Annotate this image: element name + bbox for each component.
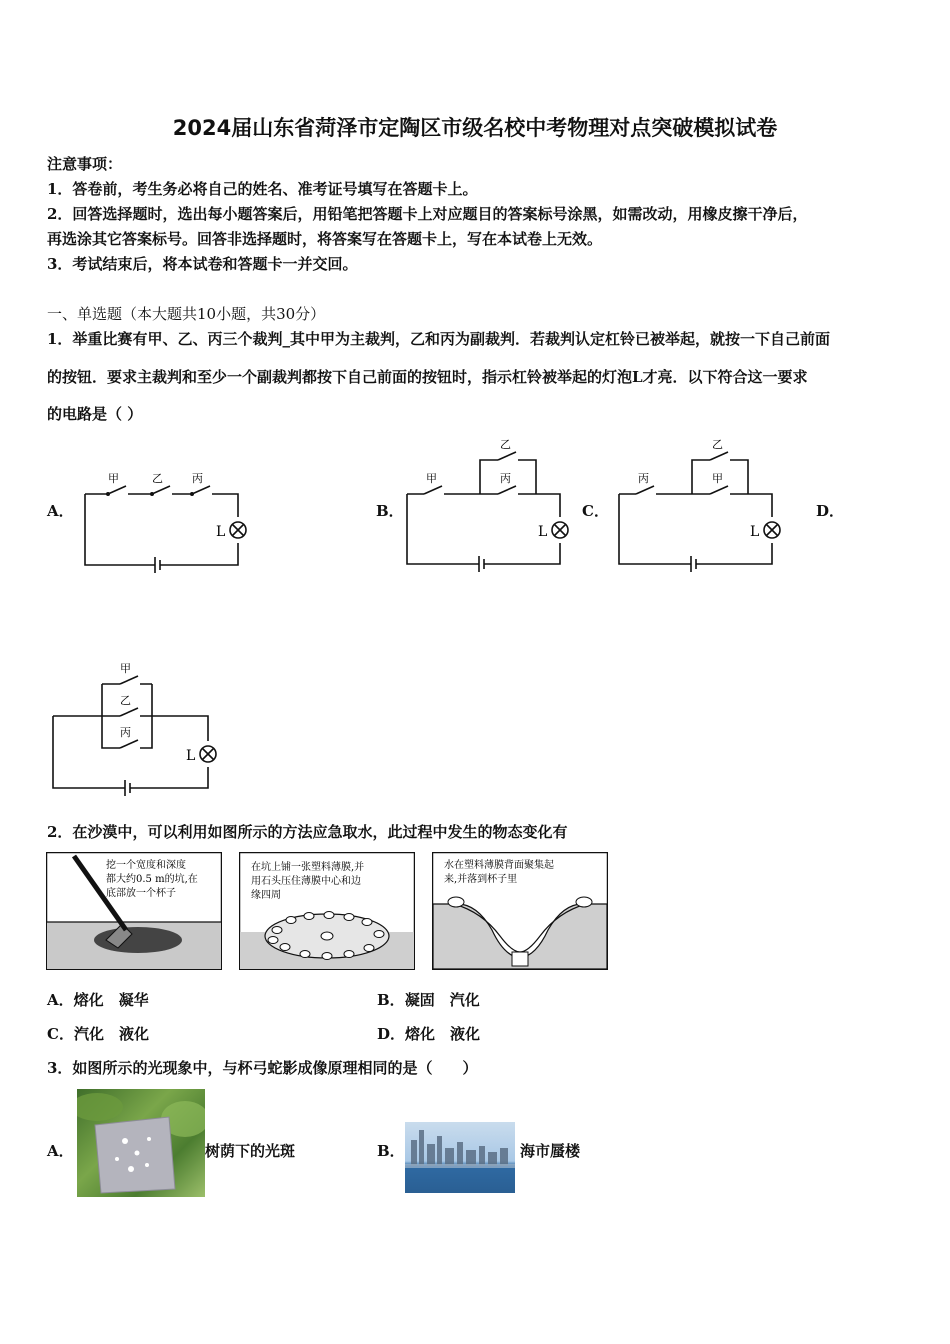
q1-stem-line: 的电路是（ ）	[47, 405, 143, 423]
q2-panel-3	[432, 852, 608, 970]
option-text: 汽化 液化	[73, 1025, 149, 1043]
circuit-a-diagram	[80, 470, 250, 575]
panel-text: 底部放一个杯子	[106, 888, 176, 899]
q3-option-b-letter[interactable]: B．	[377, 1142, 405, 1160]
q1-stem-line: 的按钮．要求主裁判和至少一个副裁判都按下自己前面的按钮时，指示杠铃被举起的灯泡L才亮．以下符合这一要求	[47, 368, 808, 386]
circuit-d-diagram	[48, 656, 228, 796]
option-text: 凝固 汽化	[404, 991, 480, 1009]
q3-stem: 3．如图所示的光现象中，与杯弓蛇影成像原理相同的是（ ）	[47, 1059, 478, 1077]
q1-option-d-label[interactable]: D．	[816, 502, 845, 520]
panel-text: 水在塑料薄膜背面聚集起	[444, 860, 554, 871]
panel-text: 挖一个宽度和深度	[106, 860, 186, 871]
notes-heading: 注意事项：	[47, 155, 123, 173]
note-item: 2．回答选择题时，选出每小题答案后，用铅笔把答题卡上对应题目的答案标号涂黑，如需改动，用橡皮擦干净后，	[47, 205, 808, 223]
q1-option-c-label[interactable]: C．	[582, 502, 609, 520]
q1-stem-line: 1．举重比赛有甲、乙、丙三个裁判_其中甲为主裁判，乙和丙为副裁判．若裁判认定杠铃已被举起，就按一下自己前面	[47, 330, 830, 348]
lamp-label: L	[216, 524, 226, 540]
option-letter: A．	[47, 991, 74, 1009]
panel-text: 都大约0.5 m的坑,在	[106, 874, 198, 885]
mirage-city-photo	[405, 1122, 515, 1193]
switch-yi-label: 乙	[500, 438, 511, 451]
tree-shade-light-spots-photo	[77, 1089, 205, 1197]
lamp-label: L	[750, 524, 760, 540]
note-item: 1．答卷前，考生务必将自己的姓名、准考证号填写在答题卡上。	[47, 180, 478, 198]
switch-yi-label: 乙	[152, 472, 163, 485]
switch-jia-label: 甲	[426, 472, 437, 485]
switch-jia-label: 甲	[108, 472, 119, 485]
q2-panel-2	[239, 852, 415, 970]
panel-text: 来,并落到杯子里	[444, 874, 518, 885]
panel-text: 用石头压住薄膜中心和边	[251, 876, 361, 887]
option-letter: D．	[377, 1025, 406, 1043]
switch-bing-label: 丙	[638, 472, 649, 485]
lamp-label: L	[186, 748, 196, 764]
lamp-label: L	[538, 524, 548, 540]
q2-option-a[interactable]	[47, 989, 149, 1010]
section-heading: 一、单选题（本大题共10小题，共30分）	[47, 305, 326, 323]
panel-text: 在坑上铺一张塑料薄膜,并	[251, 862, 365, 873]
q1-option-a-label[interactable]: A．	[47, 502, 74, 520]
q2-stem: 2．在沙漠中，可以利用如图所示的方法应急取水，此过程中发生的物态变化有	[47, 823, 568, 841]
q3-option-b-caption: 海市蜃楼	[520, 1142, 581, 1160]
circuit-b-diagram	[402, 434, 572, 574]
circuit-c-diagram	[614, 434, 784, 574]
q2-option-d[interactable]	[377, 1023, 480, 1044]
note-item: 再选涂其它答案标号。回答非选择题时，将答案写在答题卡上，写在本试卷上无效。	[47, 230, 603, 248]
note-item: 3．考试结束后，将本试卷和答题卡一并交回。	[47, 255, 358, 273]
switch-jia-label: 甲	[712, 472, 723, 485]
exam-title: 2024届山东省菏泽市定陶区市级名校中考物理对点突破模拟试卷	[172, 116, 778, 140]
q1-option-b-label[interactable]: B．	[376, 502, 404, 520]
option-text: 熔化 凝华	[73, 991, 149, 1009]
switch-bing-label: 丙	[192, 472, 203, 485]
q2-option-c[interactable]	[47, 1023, 149, 1044]
option-text: 熔化 液化	[405, 1025, 481, 1043]
q2-option-b[interactable]	[377, 989, 480, 1010]
switch-jia-label: 甲	[120, 662, 131, 675]
option-letter: B．	[377, 991, 405, 1009]
switch-bing-label: 丙	[500, 472, 511, 485]
q2-panel-1	[46, 852, 222, 970]
q3-option-a-caption: 树荫下的光斑	[205, 1142, 296, 1160]
q3-option-a-letter[interactable]: A．	[47, 1142, 74, 1160]
switch-bing-label: 丙	[120, 726, 131, 739]
switch-yi-label: 乙	[120, 694, 131, 707]
switch-yi-label: 乙	[712, 438, 723, 451]
panel-text: 缘四周	[251, 890, 281, 901]
option-letter: C．	[47, 1025, 74, 1043]
